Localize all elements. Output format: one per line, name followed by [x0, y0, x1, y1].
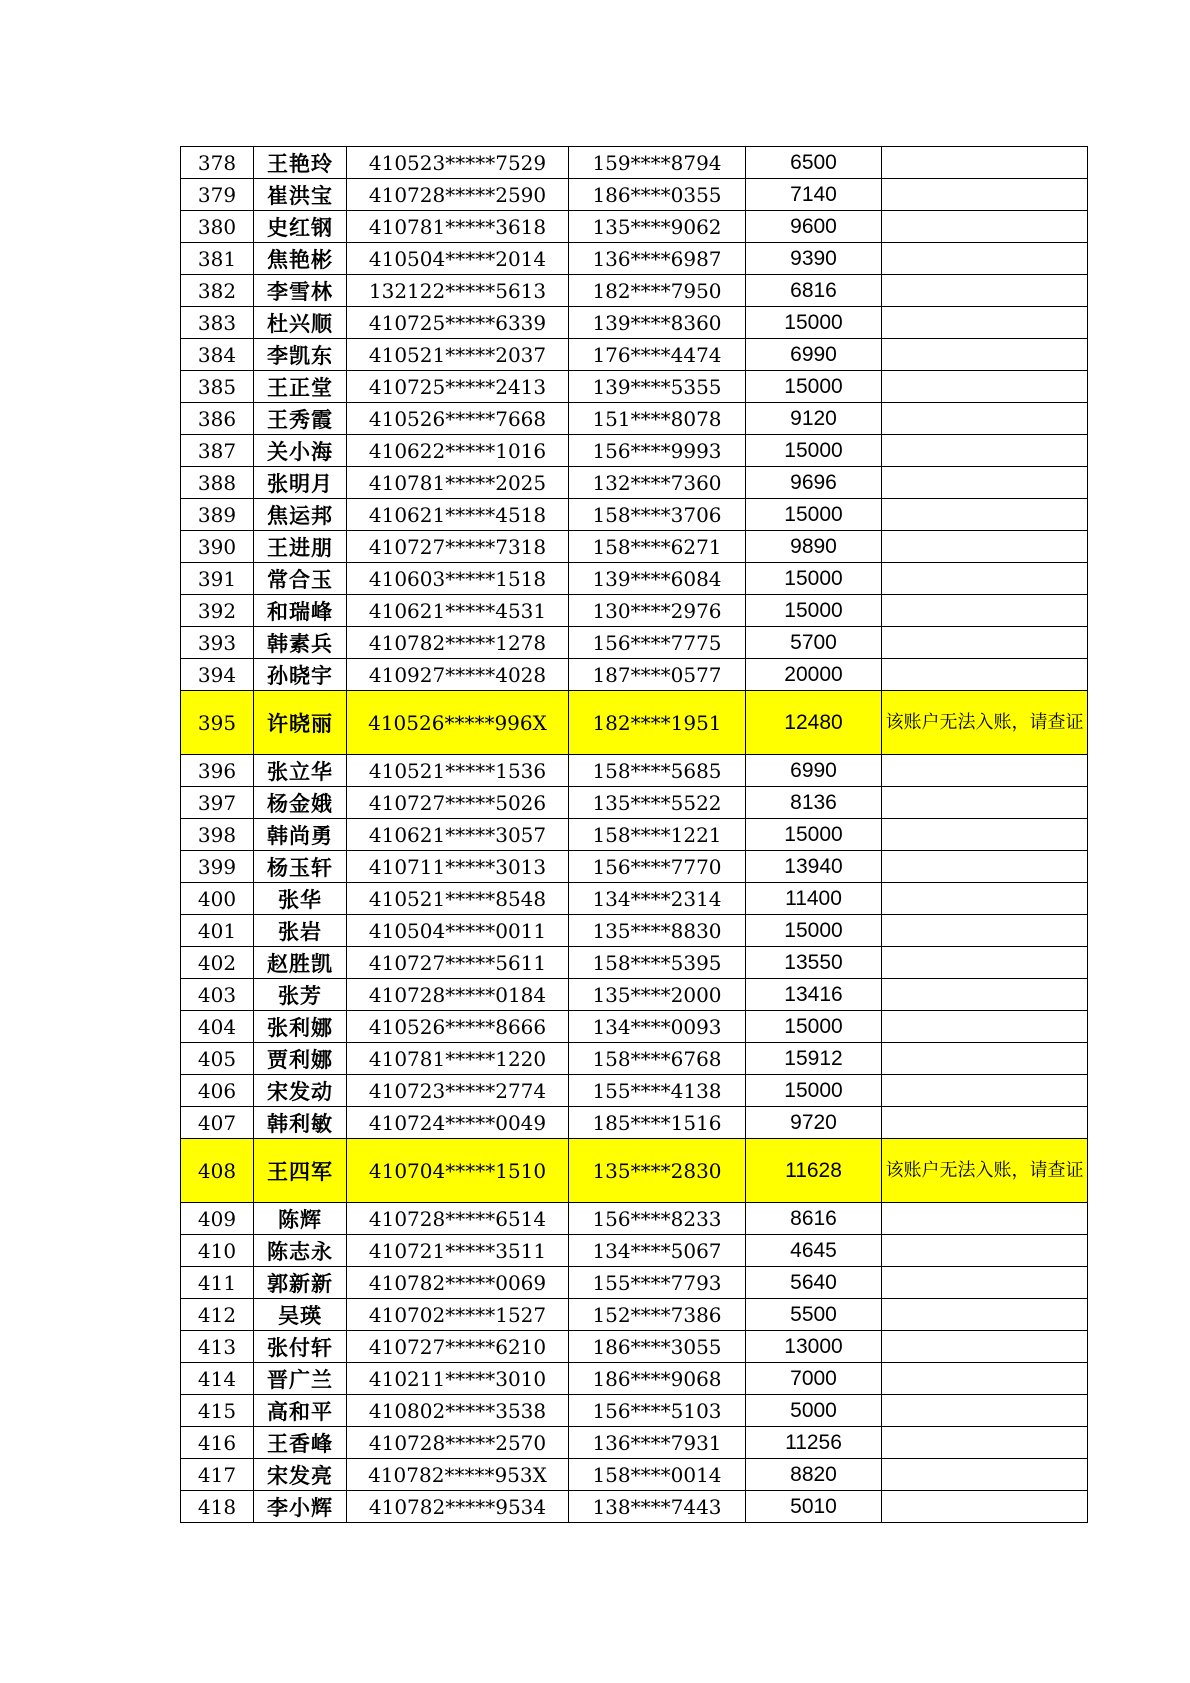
note-cell	[882, 627, 1088, 659]
amount-cell: 9720	[746, 1107, 882, 1139]
table-row	[181, 1395, 1088, 1427]
row-number-cell: 408	[181, 1139, 254, 1203]
amount-cell: 15000	[746, 499, 882, 531]
table-row	[181, 1043, 1088, 1075]
person-name-cell: 贾利娜	[254, 1043, 347, 1075]
note-cell	[882, 947, 1088, 979]
id-number-cell: 410725*****2413	[347, 371, 569, 403]
phone-number-cell: 135****2000	[569, 979, 746, 1011]
phone-number-cell: 139****5355	[569, 371, 746, 403]
phone-number-cell: 151****8078	[569, 403, 746, 435]
phone-number-cell: 134****2314	[569, 883, 746, 915]
row-number-cell: 381	[181, 243, 254, 275]
note-cell	[882, 467, 1088, 499]
amount-cell: 13416	[746, 979, 882, 1011]
row-number-cell: 389	[181, 499, 254, 531]
id-number-cell: 410727*****5611	[347, 947, 569, 979]
id-number-cell: 410782*****1278	[347, 627, 569, 659]
id-number-cell: 410711*****3013	[347, 851, 569, 883]
table-row	[181, 1331, 1088, 1363]
table-row	[181, 211, 1088, 243]
id-number-cell: 410782*****0069	[347, 1267, 569, 1299]
id-number-cell: 410723*****2774	[347, 1075, 569, 1107]
id-number-cell: 410728*****6514	[347, 1203, 569, 1235]
amount-cell: 13550	[746, 947, 882, 979]
note-cell	[882, 531, 1088, 563]
row-number-cell: 414	[181, 1363, 254, 1395]
phone-number-cell: 135****5522	[569, 787, 746, 819]
table-row	[181, 659, 1088, 691]
table-row	[181, 819, 1088, 851]
row-number-cell: 395	[181, 691, 254, 755]
note-cell	[882, 1459, 1088, 1491]
phone-number-cell: 159****8794	[569, 147, 746, 179]
person-name-cell: 杨玉轩	[254, 851, 347, 883]
phone-number-cell: 186****3055	[569, 1331, 746, 1363]
phone-number-cell: 158****6768	[569, 1043, 746, 1075]
note-cell	[882, 211, 1088, 243]
id-number-cell: 410521*****1536	[347, 755, 569, 787]
person-name-cell: 孙晓宇	[254, 659, 347, 691]
id-number-cell: 410728*****0184	[347, 979, 569, 1011]
row-number-cell: 378	[181, 147, 254, 179]
amount-cell: 8616	[746, 1203, 882, 1235]
person-name-cell: 王四军	[254, 1139, 347, 1203]
row-number-cell: 413	[181, 1331, 254, 1363]
table-row	[181, 467, 1088, 499]
note-cell	[882, 1011, 1088, 1043]
amount-cell: 15000	[746, 371, 882, 403]
table-row	[181, 147, 1088, 179]
person-name-cell: 王秀霞	[254, 403, 347, 435]
note-cell	[882, 1491, 1088, 1523]
table-row	[181, 339, 1088, 371]
person-name-cell: 王进朋	[254, 531, 347, 563]
person-name-cell: 和瑞峰	[254, 595, 347, 627]
id-number-cell: 410782*****953X	[347, 1459, 569, 1491]
phone-number-cell: 158****0014	[569, 1459, 746, 1491]
row-number-cell: 412	[181, 1299, 254, 1331]
table-row	[181, 371, 1088, 403]
table-row	[181, 787, 1088, 819]
table-row	[181, 243, 1088, 275]
phone-number-cell: 138****7443	[569, 1491, 746, 1523]
roster-sheet	[180, 146, 1087, 1523]
person-name-cell: 宋发亮	[254, 1459, 347, 1491]
amount-cell: 5640	[746, 1267, 882, 1299]
row-number-cell: 384	[181, 339, 254, 371]
amount-cell: 7000	[746, 1363, 882, 1395]
phone-number-cell: 130****2976	[569, 595, 746, 627]
phone-number-cell: 158****6271	[569, 531, 746, 563]
note-cell	[882, 883, 1088, 915]
row-number-cell: 407	[181, 1107, 254, 1139]
row-number-cell: 387	[181, 435, 254, 467]
phone-number-cell: 156****7775	[569, 627, 746, 659]
table-row	[181, 947, 1088, 979]
table-row	[181, 915, 1088, 947]
person-name-cell: 王香峰	[254, 1427, 347, 1459]
row-number-cell: 394	[181, 659, 254, 691]
amount-cell: 13000	[746, 1331, 882, 1363]
amount-cell: 5700	[746, 627, 882, 659]
amount-cell: 12480	[746, 691, 882, 755]
amount-cell: 6990	[746, 339, 882, 371]
note-cell	[882, 1203, 1088, 1235]
phone-number-cell: 158****3706	[569, 499, 746, 531]
table-row	[181, 883, 1088, 915]
amount-cell: 6500	[746, 147, 882, 179]
table-row	[181, 1203, 1088, 1235]
person-name-cell: 许晓丽	[254, 691, 347, 755]
table-row	[181, 1011, 1088, 1043]
person-name-cell: 韩尚勇	[254, 819, 347, 851]
person-name-cell: 赵胜凯	[254, 947, 347, 979]
id-number-cell: 410526*****996X	[347, 691, 569, 755]
person-name-cell: 张芳	[254, 979, 347, 1011]
id-number-cell: 410504*****0011	[347, 915, 569, 947]
note-cell	[882, 787, 1088, 819]
note-cell	[882, 755, 1088, 787]
person-name-cell: 郭新新	[254, 1267, 347, 1299]
row-number-cell: 404	[181, 1011, 254, 1043]
amount-cell: 15000	[746, 1011, 882, 1043]
note-cell	[882, 563, 1088, 595]
table-row	[181, 1299, 1088, 1331]
note-cell: 该账户无法入账，请查证	[882, 691, 1088, 755]
id-number-cell: 410211*****3010	[347, 1363, 569, 1395]
phone-number-cell: 136****6987	[569, 243, 746, 275]
person-name-cell: 张明月	[254, 467, 347, 499]
id-number-cell: 410724*****0049	[347, 1107, 569, 1139]
row-number-cell: 411	[181, 1267, 254, 1299]
note-cell	[882, 1363, 1088, 1395]
amount-cell: 11256	[746, 1427, 882, 1459]
id-number-cell: 410802*****3538	[347, 1395, 569, 1427]
row-number-cell: 409	[181, 1203, 254, 1235]
table-row	[181, 755, 1088, 787]
row-number-cell: 385	[181, 371, 254, 403]
row-number-cell: 417	[181, 1459, 254, 1491]
id-number-cell: 410523*****7529	[347, 147, 569, 179]
note-cell	[882, 1075, 1088, 1107]
note-cell	[882, 1427, 1088, 1459]
table-row	[181, 403, 1088, 435]
roster-body	[181, 147, 1088, 1523]
table-row	[181, 691, 1088, 755]
note-cell	[882, 1107, 1088, 1139]
id-number-cell: 410526*****7668	[347, 403, 569, 435]
table-row	[181, 179, 1088, 211]
phone-number-cell: 176****4474	[569, 339, 746, 371]
id-number-cell: 410621*****4531	[347, 595, 569, 627]
id-number-cell: 410782*****9534	[347, 1491, 569, 1523]
table-row	[181, 563, 1088, 595]
amount-cell: 8136	[746, 787, 882, 819]
note-cell	[882, 435, 1088, 467]
table-row	[181, 275, 1088, 307]
amount-cell: 15000	[746, 435, 882, 467]
phone-number-cell: 152****7386	[569, 1299, 746, 1331]
id-number-cell: 410526*****8666	[347, 1011, 569, 1043]
note-cell	[882, 595, 1088, 627]
amount-cell: 15000	[746, 563, 882, 595]
id-number-cell: 410721*****3511	[347, 1235, 569, 1267]
row-number-cell: 382	[181, 275, 254, 307]
row-number-cell: 398	[181, 819, 254, 851]
person-name-cell: 吴瑛	[254, 1299, 347, 1331]
id-number-cell: 410621*****3057	[347, 819, 569, 851]
person-name-cell: 张立华	[254, 755, 347, 787]
row-number-cell: 388	[181, 467, 254, 499]
amount-cell: 15912	[746, 1043, 882, 1075]
id-number-cell: 410781*****1220	[347, 1043, 569, 1075]
note-cell	[882, 1395, 1088, 1427]
note-cell	[882, 1299, 1088, 1331]
row-number-cell: 399	[181, 851, 254, 883]
phone-number-cell: 156****5103	[569, 1395, 746, 1427]
table-row	[181, 979, 1088, 1011]
table-row	[181, 1075, 1088, 1107]
id-number-cell: 410728*****2590	[347, 179, 569, 211]
note-cell	[882, 275, 1088, 307]
table-row	[181, 1491, 1088, 1523]
phone-number-cell: 134****5067	[569, 1235, 746, 1267]
table-row	[181, 1363, 1088, 1395]
roster-table	[180, 146, 1088, 1523]
amount-cell: 11628	[746, 1139, 882, 1203]
person-name-cell: 张华	[254, 883, 347, 915]
note-cell	[882, 499, 1088, 531]
note-cell	[882, 1267, 1088, 1299]
row-number-cell: 405	[181, 1043, 254, 1075]
phone-number-cell: 132****7360	[569, 467, 746, 499]
id-number-cell: 410603*****1518	[347, 563, 569, 595]
person-name-cell: 张付轩	[254, 1331, 347, 1363]
person-name-cell: 张岩	[254, 915, 347, 947]
row-number-cell: 418	[181, 1491, 254, 1523]
table-row	[181, 307, 1088, 339]
note-cell: 该账户无法入账，请查证	[882, 1139, 1088, 1203]
amount-cell: 6990	[746, 755, 882, 787]
table-row	[181, 435, 1088, 467]
table-row	[181, 1107, 1088, 1139]
id-number-cell: 410727*****6210	[347, 1331, 569, 1363]
note-cell	[882, 243, 1088, 275]
person-name-cell: 韩利敏	[254, 1107, 347, 1139]
person-name-cell: 陈辉	[254, 1203, 347, 1235]
row-number-cell: 416	[181, 1427, 254, 1459]
note-cell	[882, 1331, 1088, 1363]
amount-cell: 20000	[746, 659, 882, 691]
note-cell	[882, 979, 1088, 1011]
phone-number-cell: 185****1516	[569, 1107, 746, 1139]
row-number-cell: 391	[181, 563, 254, 595]
row-number-cell: 380	[181, 211, 254, 243]
id-number-cell: 410622*****1016	[347, 435, 569, 467]
person-name-cell: 崔洪宝	[254, 179, 347, 211]
id-number-cell: 410504*****2014	[347, 243, 569, 275]
phone-number-cell: 158****1221	[569, 819, 746, 851]
table-row	[181, 851, 1088, 883]
row-number-cell: 392	[181, 595, 254, 627]
note-cell	[882, 659, 1088, 691]
phone-number-cell: 135****2830	[569, 1139, 746, 1203]
amount-cell: 5010	[746, 1491, 882, 1523]
id-number-cell: 410521*****8548	[347, 883, 569, 915]
note-cell	[882, 179, 1088, 211]
person-name-cell: 王艳玲	[254, 147, 347, 179]
note-cell	[882, 819, 1088, 851]
phone-number-cell: 136****7931	[569, 1427, 746, 1459]
amount-cell: 15000	[746, 819, 882, 851]
note-cell	[882, 371, 1088, 403]
id-number-cell: 410781*****2025	[347, 467, 569, 499]
person-name-cell: 晋广兰	[254, 1363, 347, 1395]
id-number-cell: 410727*****7318	[347, 531, 569, 563]
table-row	[181, 1139, 1088, 1203]
row-number-cell: 415	[181, 1395, 254, 1427]
person-name-cell: 焦运邦	[254, 499, 347, 531]
amount-cell: 15000	[746, 307, 882, 339]
phone-number-cell: 156****8233	[569, 1203, 746, 1235]
phone-number-cell: 135****8830	[569, 915, 746, 947]
id-number-cell: 410927*****4028	[347, 659, 569, 691]
person-name-cell: 王正堂	[254, 371, 347, 403]
id-number-cell: 410781*****3618	[347, 211, 569, 243]
row-number-cell: 410	[181, 1235, 254, 1267]
amount-cell: 9600	[746, 211, 882, 243]
phone-number-cell: 182****7950	[569, 275, 746, 307]
phone-number-cell: 158****5395	[569, 947, 746, 979]
person-name-cell: 陈志永	[254, 1235, 347, 1267]
phone-number-cell: 156****7770	[569, 851, 746, 883]
table-row	[181, 1427, 1088, 1459]
amount-cell: 8820	[746, 1459, 882, 1491]
table-row	[181, 531, 1088, 563]
phone-number-cell: 182****1951	[569, 691, 746, 755]
amount-cell: 9890	[746, 531, 882, 563]
person-name-cell: 李雪林	[254, 275, 347, 307]
id-number-cell: 410704*****1510	[347, 1139, 569, 1203]
person-name-cell: 李小辉	[254, 1491, 347, 1523]
row-number-cell: 401	[181, 915, 254, 947]
amount-cell: 5000	[746, 1395, 882, 1427]
note-cell	[882, 403, 1088, 435]
table-row	[181, 1235, 1088, 1267]
person-name-cell: 韩素兵	[254, 627, 347, 659]
id-number-cell: 410702*****1527	[347, 1299, 569, 1331]
table-row	[181, 1459, 1088, 1491]
phone-number-cell: 155****7793	[569, 1267, 746, 1299]
row-number-cell: 406	[181, 1075, 254, 1107]
row-number-cell: 386	[181, 403, 254, 435]
person-name-cell: 常合玉	[254, 563, 347, 595]
person-name-cell: 李凯东	[254, 339, 347, 371]
note-cell	[882, 307, 1088, 339]
person-name-cell: 焦艳彬	[254, 243, 347, 275]
amount-cell: 11400	[746, 883, 882, 915]
row-number-cell: 402	[181, 947, 254, 979]
table-row	[181, 499, 1088, 531]
phone-number-cell: 158****5685	[569, 755, 746, 787]
phone-number-cell: 186****0355	[569, 179, 746, 211]
id-number-cell: 410728*****2570	[347, 1427, 569, 1459]
row-number-cell: 390	[181, 531, 254, 563]
phone-number-cell: 156****9993	[569, 435, 746, 467]
table-row	[181, 627, 1088, 659]
id-number-cell: 132122*****5613	[347, 275, 569, 307]
amount-cell: 5500	[746, 1299, 882, 1331]
amount-cell: 9696	[746, 467, 882, 499]
note-cell	[882, 339, 1088, 371]
phone-number-cell: 135****9062	[569, 211, 746, 243]
note-cell	[882, 1043, 1088, 1075]
phone-number-cell: 155****4138	[569, 1075, 746, 1107]
amount-cell: 13940	[746, 851, 882, 883]
amount-cell: 7140	[746, 179, 882, 211]
phone-number-cell: 139****8360	[569, 307, 746, 339]
amount-cell: 4645	[746, 1235, 882, 1267]
id-number-cell: 410727*****5026	[347, 787, 569, 819]
amount-cell: 15000	[746, 915, 882, 947]
id-number-cell: 410725*****6339	[347, 307, 569, 339]
row-number-cell: 383	[181, 307, 254, 339]
person-name-cell: 杨金娥	[254, 787, 347, 819]
table-row	[181, 1267, 1088, 1299]
amount-cell: 15000	[746, 1075, 882, 1107]
phone-number-cell: 139****6084	[569, 563, 746, 595]
person-name-cell: 关小海	[254, 435, 347, 467]
row-number-cell: 393	[181, 627, 254, 659]
row-number-cell: 397	[181, 787, 254, 819]
id-number-cell: 410621*****4518	[347, 499, 569, 531]
table-row	[181, 595, 1088, 627]
note-cell	[882, 915, 1088, 947]
phone-number-cell: 187****0577	[569, 659, 746, 691]
amount-cell: 9120	[746, 403, 882, 435]
note-cell	[882, 147, 1088, 179]
phone-number-cell: 134****0093	[569, 1011, 746, 1043]
person-name-cell: 宋发动	[254, 1075, 347, 1107]
id-number-cell: 410521*****2037	[347, 339, 569, 371]
row-number-cell: 400	[181, 883, 254, 915]
amount-cell: 15000	[746, 595, 882, 627]
person-name-cell: 杜兴顺	[254, 307, 347, 339]
row-number-cell: 379	[181, 179, 254, 211]
amount-cell: 6816	[746, 275, 882, 307]
person-name-cell: 史红钢	[254, 211, 347, 243]
note-cell	[882, 1235, 1088, 1267]
row-number-cell: 396	[181, 755, 254, 787]
note-cell	[882, 851, 1088, 883]
person-name-cell: 高和平	[254, 1395, 347, 1427]
phone-number-cell: 186****9068	[569, 1363, 746, 1395]
person-name-cell: 张利娜	[254, 1011, 347, 1043]
row-number-cell: 403	[181, 979, 254, 1011]
amount-cell: 9390	[746, 243, 882, 275]
